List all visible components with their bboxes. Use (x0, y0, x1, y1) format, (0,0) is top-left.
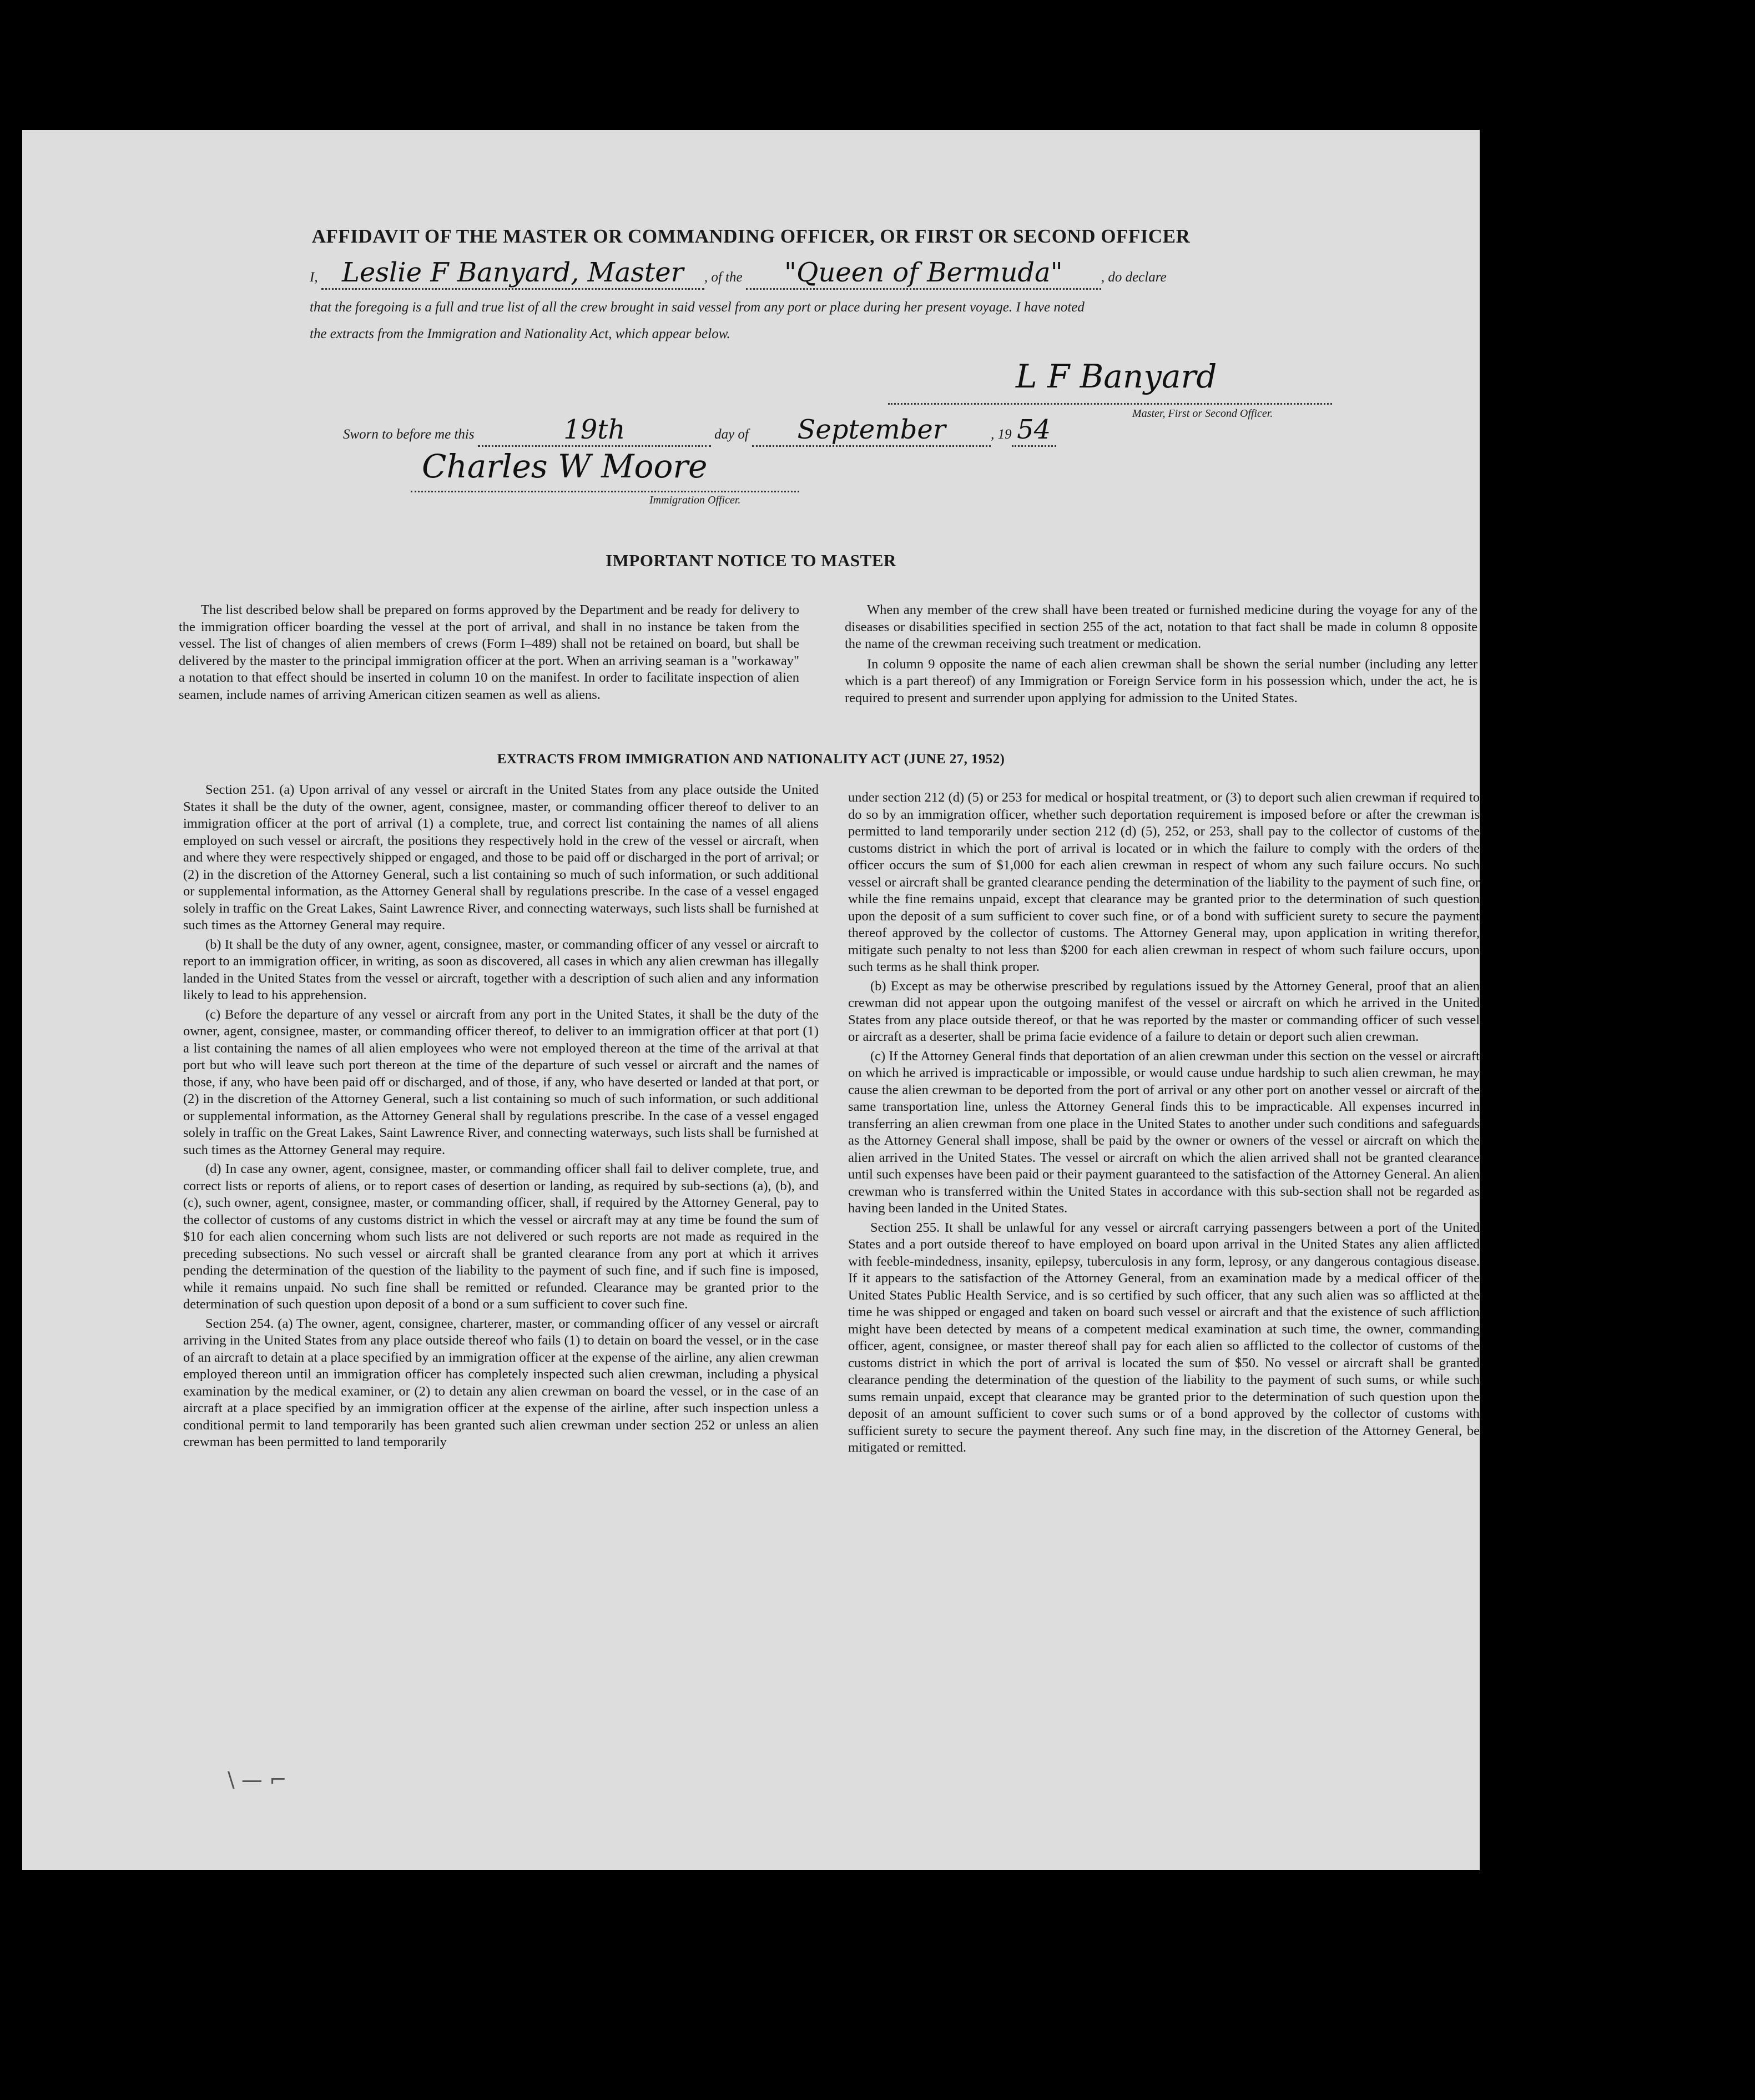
extract-paragraph: Section 254. (a) The owner, agent, consignee, charterer, master, or commanding officer of any vessel or aircraft arriving in the United States from any place outside thereof who fails (1) to detain on board the vessel, or in the case of an aircraft to detain at a place specified by an immigration officer at the expense of the airline, any alien crewman employed thereon until an immigration officer has completely inspected such alien crewman, including a physical examination by the medical examiner, or (2) to detain any alien crewman on board the vessel, or in the case of an aircraft at a place specified by an immigration officer at the expense of the airline, after such inspection unless a conditional permit to land temporarily has been granted such alien crewman under section 252 or unless an alien crewman has been permitted to land temporarily (183, 1316, 819, 1449)
sworn-day-handwritten: 19th (478, 414, 711, 447)
notice-title: IMPORTANT NOTICE TO MASTER (606, 551, 896, 570)
master-signature: L F Banyard (1016, 357, 1217, 395)
extract-paragraph: (d) In case any owner, agent, consignee, master, or commanding officer shall fail to deliver complete, true, and correct lists or reports of aliens, or to report cases of desertion or landing, as required by sub-sections (a), (b), and (c), such owner, agent, consignee, master, or commanding officer, shall, if required by the Attorney General, pay to the collector of customs of any customs district in which the vessel or aircraft may at any time be found the sum of $10 for each alien concerning whom such lists are not delivered or such reports are not made as required in the preceding subsections. No such vessel or aircraft shall be granted clearance from any port at which it arrives pending the determination of the question of the liability to the payment of such fine, and if such fine is imposed, while it remains unpaid. No such fine shall be remitted or refunded. Clearance may be granted prior to the determination of such question upon deposit of a bond or a sum sufficient to cover such fine. (183, 1161, 819, 1312)
document-page (22, 130, 1480, 1870)
sworn-line: Sworn to before me this 19th day of September , 19 54 (343, 414, 1056, 447)
extract-paragraph: under section 212 (d) (5) or 253 for medical or hospital treatment, or (3) to deport such alien crewman if required to do so by an immigration officer, whether such deportation requirement is imposed before or after the crewman is permitted to land temporarily under section 212 (d) (5), 252, or 253, shall pay to the collector of customs of the customs district in which the port of arrival is located or in which the failure to comply with the orders of the officer occurs the sum of $1,000 for each alien crewman in respect of whom any such failure occurs. No such vessel or aircraft shall be granted clearance pending the determination of the liability to the payment of such fine, or while the fine remains unpaid, except that clearance may be granted prior to the determination of such question upon the deposit of a sum sufficient to cover such fine, or of a bond with sufficient surety to secure the payment thereof approved by the collector of customs. The Attorney General may, upon application in writing therefor, mitigate such penalty to not less than $200 for each alien crewman in respect of whom such failure occurs, upon such terms as he shall think proper. (848, 790, 1480, 974)
margin-mark: \ — ⌐ (228, 1767, 287, 1792)
declaration-line-2: that the foregoing is a full and true list of all the crew brought in said vessel from any port or place during her present voyage. I have noted (310, 300, 1085, 315)
master-name-handwritten: Leslie F Banyard, Master (321, 258, 704, 290)
extracts-right-column (848, 789, 1480, 1457)
extract-paragraph: (c) If the Attorney General finds that deportation of an alien crewman under this section on the vessel or aircraft on which he arrived is impracticable or impossible, or would cause undue hardship to such alien crewman, he may cause the alien crewman to be deported from the port of arrival or any other port on another vessel or aircraft of the same transportation line, unless the Attorney General finds this to be impracticable. All expenses incurred in transferring an alien crewman from one place in the United States to another under such conditions and safeguards as the Attorney General shall impose, shall be paid by the owner or owners of the vessel or aircraft on which the alien arrived in the United States. The vessel or aircraft on which the alien arrived shall not be granted clearance until such expenses have been paid or their payment guaranteed to the satisfaction of the Attorney General. An alien crewman who is transferred within the United States in accordance with this sub-section shall not be regarded as having been landed in the United States. (848, 1048, 1480, 1216)
extract-paragraph: (c) Before the departure of any vessel or aircraft from any port in the United States, it shall be the duty of the owner, agent, consignee, master, or commanding officer thereof, to deliver to an immigration officer at that port (1) a list containing the names of all alien employees who were not employed thereon at the time of the arrival at that port but who will leave such port thereon at the time of the departure of such vessel or aircraft and the names of those, if any, who have been paid off or discharged, and of those, if any, who have deserted or landed at that port, or (2) in the discretion of the Attorney General, such a list containing so much of such information, or such additional or supplemental information, as the Attorney General shall by regulations prescribe. In the case of a vessel engaged solely in traffic on the Great Lakes, Saint Lawrence River, and connecting waterways, such lists shall be furnished at such times as the Attorney General may require. (183, 1006, 819, 1157)
notice-paragraph: When any member of the crew shall have been treated or furnished medicine during the voyage for any of the diseases or disabilities specified in section 255 of the act, notation to that fact shall be made in column 8 opposite the name of the crewman receiving such treatment or medication. (845, 602, 1477, 651)
notice-right-column (845, 602, 1477, 707)
notice-paragraph: The list described below shall be prepared on forms approved by the Department and be ready for delivery to the immigration officer boarding the vessel at the port of arrival, and shall in no instance be taken from the vessel. The list of changes of alien members of crews (Form I–489) shall not be retained on board, but shall be delivered by the master to the principal immigration officer at the port. When an arriving seaman is a "workaway" a notation to that effect should be inserted in column 10 on the manifest. In order to facilitate inspection of alien seamen, include names of arriving American citizen seamen as well as aliens. (179, 602, 799, 702)
vessel-name-handwritten: "Queen of Bermuda" (746, 258, 1101, 290)
extracts-title: EXTRACTS FROM IMMIGRATION AND NATIONALITY ACT (JUNE 27, 1952) (497, 752, 1005, 767)
declaration-line-1: I, Leslie F Banyard, Master , of the "Queen of Bermuda" , do declare (310, 258, 1353, 293)
master-signature-line (888, 403, 1332, 405)
affidavit-title: AFFIDAVIT OF THE MASTER OR COMMANDING OFFICER, OR FIRST OR SECOND OFFICER (311, 225, 1191, 247)
extract-paragraph: (b) Except as may be otherwise prescribed by regulations issued by the Attorney General, proof that an alien crewman did not appear upon the outgoing manifest of the vessel or aircraft on which he arrived in the United States from any place outside thereof, or that he was reported by the master or commanding officer of such vessel or aircraft as a deserter, shall be prima facie evidence of a failure to detain or deport such alien crewman. (848, 978, 1480, 1044)
declaration-line-3: the extracts from the Immigration and Nationality Act, which appear below. (310, 326, 730, 341)
notice-paragraph: In column 9 opposite the name of each alien crewman shall be shown the serial number (including any letter which is a part thereof) of any Immigration or Foreign Service form in his possession which, under the act, he is required to present and surrender upon applying for admission to the United States. (845, 656, 1477, 706)
punch-hole (1500, 233, 1514, 248)
officer-caption: Immigration Officer. (649, 494, 741, 506)
officer-signature-line (411, 491, 799, 492)
extract-paragraph: Section 255. It shall be unlawful for any vessel or aircraft carrying passengers between a port of the United States and a port outside thereof to have employed on board upon arrival in the United States any alien afflicted with feeble-mindedness, insanity, epilepsy, tuberculosis in any form, leprosy, or any dangerous contagious disease. If it appears to the satisfaction of the Attorney General, from an examination made by a medical officer of the United States Public Health Service, and is so certified by such officer, that any such alien was so afflicted at the time he was shipped or engaged and taken on board such vessel or aircraft and that the existence of such affliction might have been detected by means of a competent medical examination at such time, the owner, commanding officer, agent, consignee, or master thereof shall pay for each alien so afflicted to the collector of customs of the customs district in which the port of arrival is located the sum of $50. No vessel or aircraft shall be granted clearance pending the determination of the question of the liability to the payment of such sums, or while such sums remain unpaid, except that clearance may be granted prior to the determination of such question upon the deposit of an amount sufficient to cover such sums or of a bond approved by the collector of customs with sufficient surety to secure the payment thereof. Any such fine may, in the discretion of the Attorney General, be mitigated or remitted. (848, 1220, 1480, 1455)
punch-hole (1532, 233, 1546, 248)
sworn-year-handwritten: 54 (1012, 414, 1056, 447)
sworn-month-handwritten: September (752, 414, 991, 447)
notice-left-column (179, 602, 799, 703)
extract-paragraph: Section 251. (a) Upon arrival of any vessel or aircraft in the United States from any place outside the United States it shall be the duty of the owner, agent, consignee, master, or commanding officer thereof to deliver to an immigration officer at the port of arrival (1) a complete, true, and correct list containing the names of all aliens employed on such vessel or aircraft, the positions they respectively hold in the crew of the vessel or aircraft, when and where they were respectively shipped or engaged, and those to be paid off or discharged in the port of arrival; or (2) in the discretion of the Attorney General, such a list containing so much of such information, or such additional or supplemental information, as the Attorney General shall by regulations prescribe. In the case of a vessel engaged solely in traffic on the Great Lakes, Saint Lawrence River, and connecting waterways, such lists shall be furnished at such times as the Attorney General may require. (183, 782, 819, 933)
extracts-left-column (183, 782, 819, 1451)
extract-paragraph: (b) It shall be the duty of any owner, agent, consignee, master, or commanding officer of any vessel or aircraft to report to an immigration officer, in writing, as soon as discovered, all cases in which any alien crewman has illegally landed in the United States from the vessel or aircraft, together with a description of such alien and any information likely to lead to his apprehension. (183, 936, 819, 1003)
immigration-officer-signature: Charles W Moore (422, 447, 708, 485)
master-caption: Master, First or Second Officer. (1132, 407, 1273, 420)
